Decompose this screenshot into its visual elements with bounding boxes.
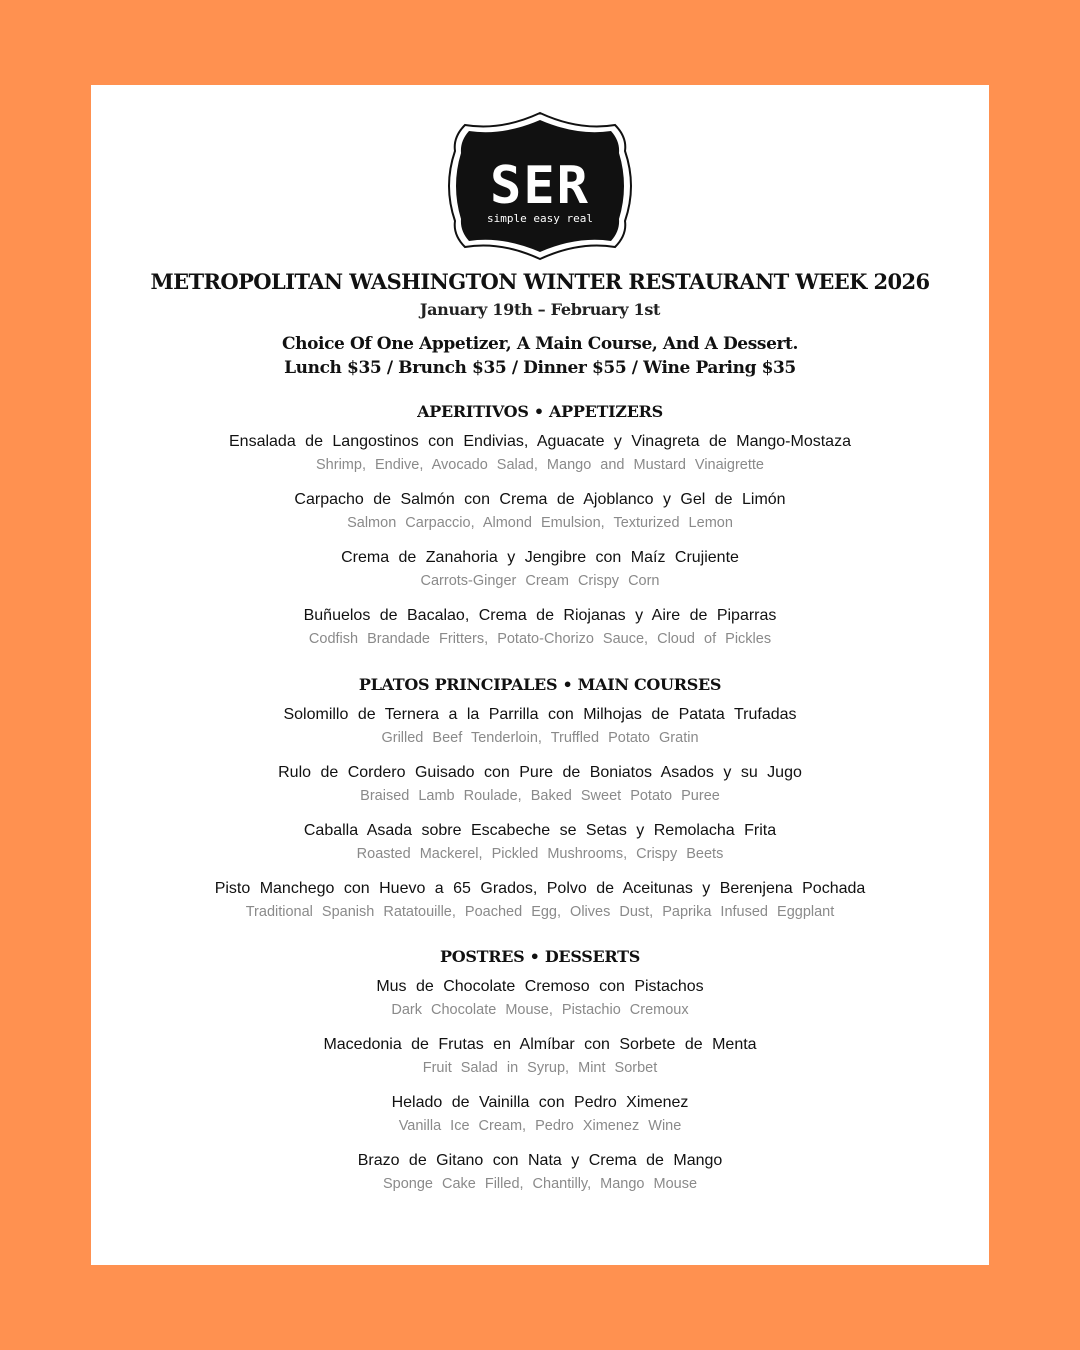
- dish-name-spanish: Brazo de Gitano con Nata y Crema de Mango: [357, 1152, 723, 1169]
- dish-name-spanish: Solomillo de Ternera a la Parrilla con Milhojas de Patata Trufadas: [283, 706, 797, 723]
- section-heading: APERITIVOS • APPETIZERS: [417, 402, 663, 421]
- dish-name-spanish: Pisto Manchego con Huevo a 65 Grados, Polvo de Aceitunas y Berenjena Pochada: [214, 880, 866, 897]
- dish-name-spanish: Ensalada de Langostinos con Endivias, Aguacate y Vinagreta de Mango-Mostaza: [229, 433, 851, 450]
- ser-logo-badge: [439, 111, 641, 261]
- dish-name-spanish: Crema de Zanahoria y Jengibre con Maíz Crujiente: [341, 549, 739, 566]
- menu-prices: Lunch $35 / Brunch $35 / Dinner $55 / Wine Paring $35: [284, 358, 796, 378]
- dish-description-english: Salmon Carpaccio, Almond Emulsion, Texturized Lemon: [347, 515, 733, 531]
- dish-description-english: Codfish Brandade Fritters, Potato-Chorizo Sauce, Cloud of Pickles: [308, 631, 772, 647]
- dish-description-english: Carrots-Ginger Cream Crispy Corn: [420, 573, 660, 589]
- section-heading: POSTRES • DESSERTS: [440, 947, 640, 966]
- logo-tagline: simple easy real: [487, 212, 593, 225]
- dish-name-spanish: Buñuelos de Bacalao, Crema de Riojanas y Aire de Piparras: [303, 607, 777, 624]
- section-heading: PLATOS PRINCIPALES • MAIN COURSES: [358, 675, 722, 694]
- dish-description-english: Dark Chocolate Mouse, Pistachio Cremoux: [391, 1002, 689, 1018]
- dish-name-spanish: Mus de Chocolate Cremoso con Pistachos: [376, 978, 704, 995]
- logo-name: SER: [490, 156, 590, 216]
- dish-name-spanish: Carpacho de Salmón con Crema de Ajoblanco y Gel de Limón: [294, 491, 786, 508]
- dish-description-english: Fruit Salad in Syrup, Mint Sorbet: [422, 1060, 658, 1076]
- menu-card: [91, 85, 989, 1265]
- dish-description-english: Shrimp, Endive, Avocado Salad, Mango and Mustard Vinaigrette: [316, 457, 764, 473]
- event-title: METROPOLITAN WASHINGTON WINTER RESTAURANT WEEK 2026: [150, 269, 930, 294]
- ser-logo: [439, 111, 641, 261]
- dish-description-english: Braised Lamb Roulade, Baked Sweet Potato Puree: [360, 788, 720, 804]
- menu-choice-note: Choice Of One Appetizer, A Main Course, And A Dessert.: [281, 334, 799, 354]
- dish-name-spanish: Rulo de Cordero Guisado con Pure de Boniatos Asados y su Jugo: [278, 764, 802, 781]
- dish-name-spanish: Macedonia de Frutas en Almíbar con Sorbete de Menta: [323, 1036, 757, 1053]
- dish-name-spanish: Helado de Vainilla con Pedro Ximenez: [391, 1094, 689, 1111]
- dish-description-english: Traditional Spanish Ratatouille, Poached Egg, Olives Dust, Paprika Infused Eggplant: [245, 904, 835, 920]
- dish-name-spanish: Caballa Asada sobre Escabeche se Setas y Remolacha Frita: [303, 822, 777, 839]
- dish-description-english: Grilled Beef Tenderloin, Truffled Potato Gratin: [381, 730, 699, 746]
- dish-description-english: Sponge Cake Filled, Chantilly, Mango Mouse: [382, 1176, 698, 1192]
- event-dates: January 19th – February 1st: [419, 300, 661, 319]
- dish-description-english: Roasted Mackerel, Pickled Mushrooms, Crispy Beets: [356, 846, 724, 862]
- dish-description-english: Vanilla Ice Cream, Pedro Ximenez Wine: [398, 1118, 682, 1134]
